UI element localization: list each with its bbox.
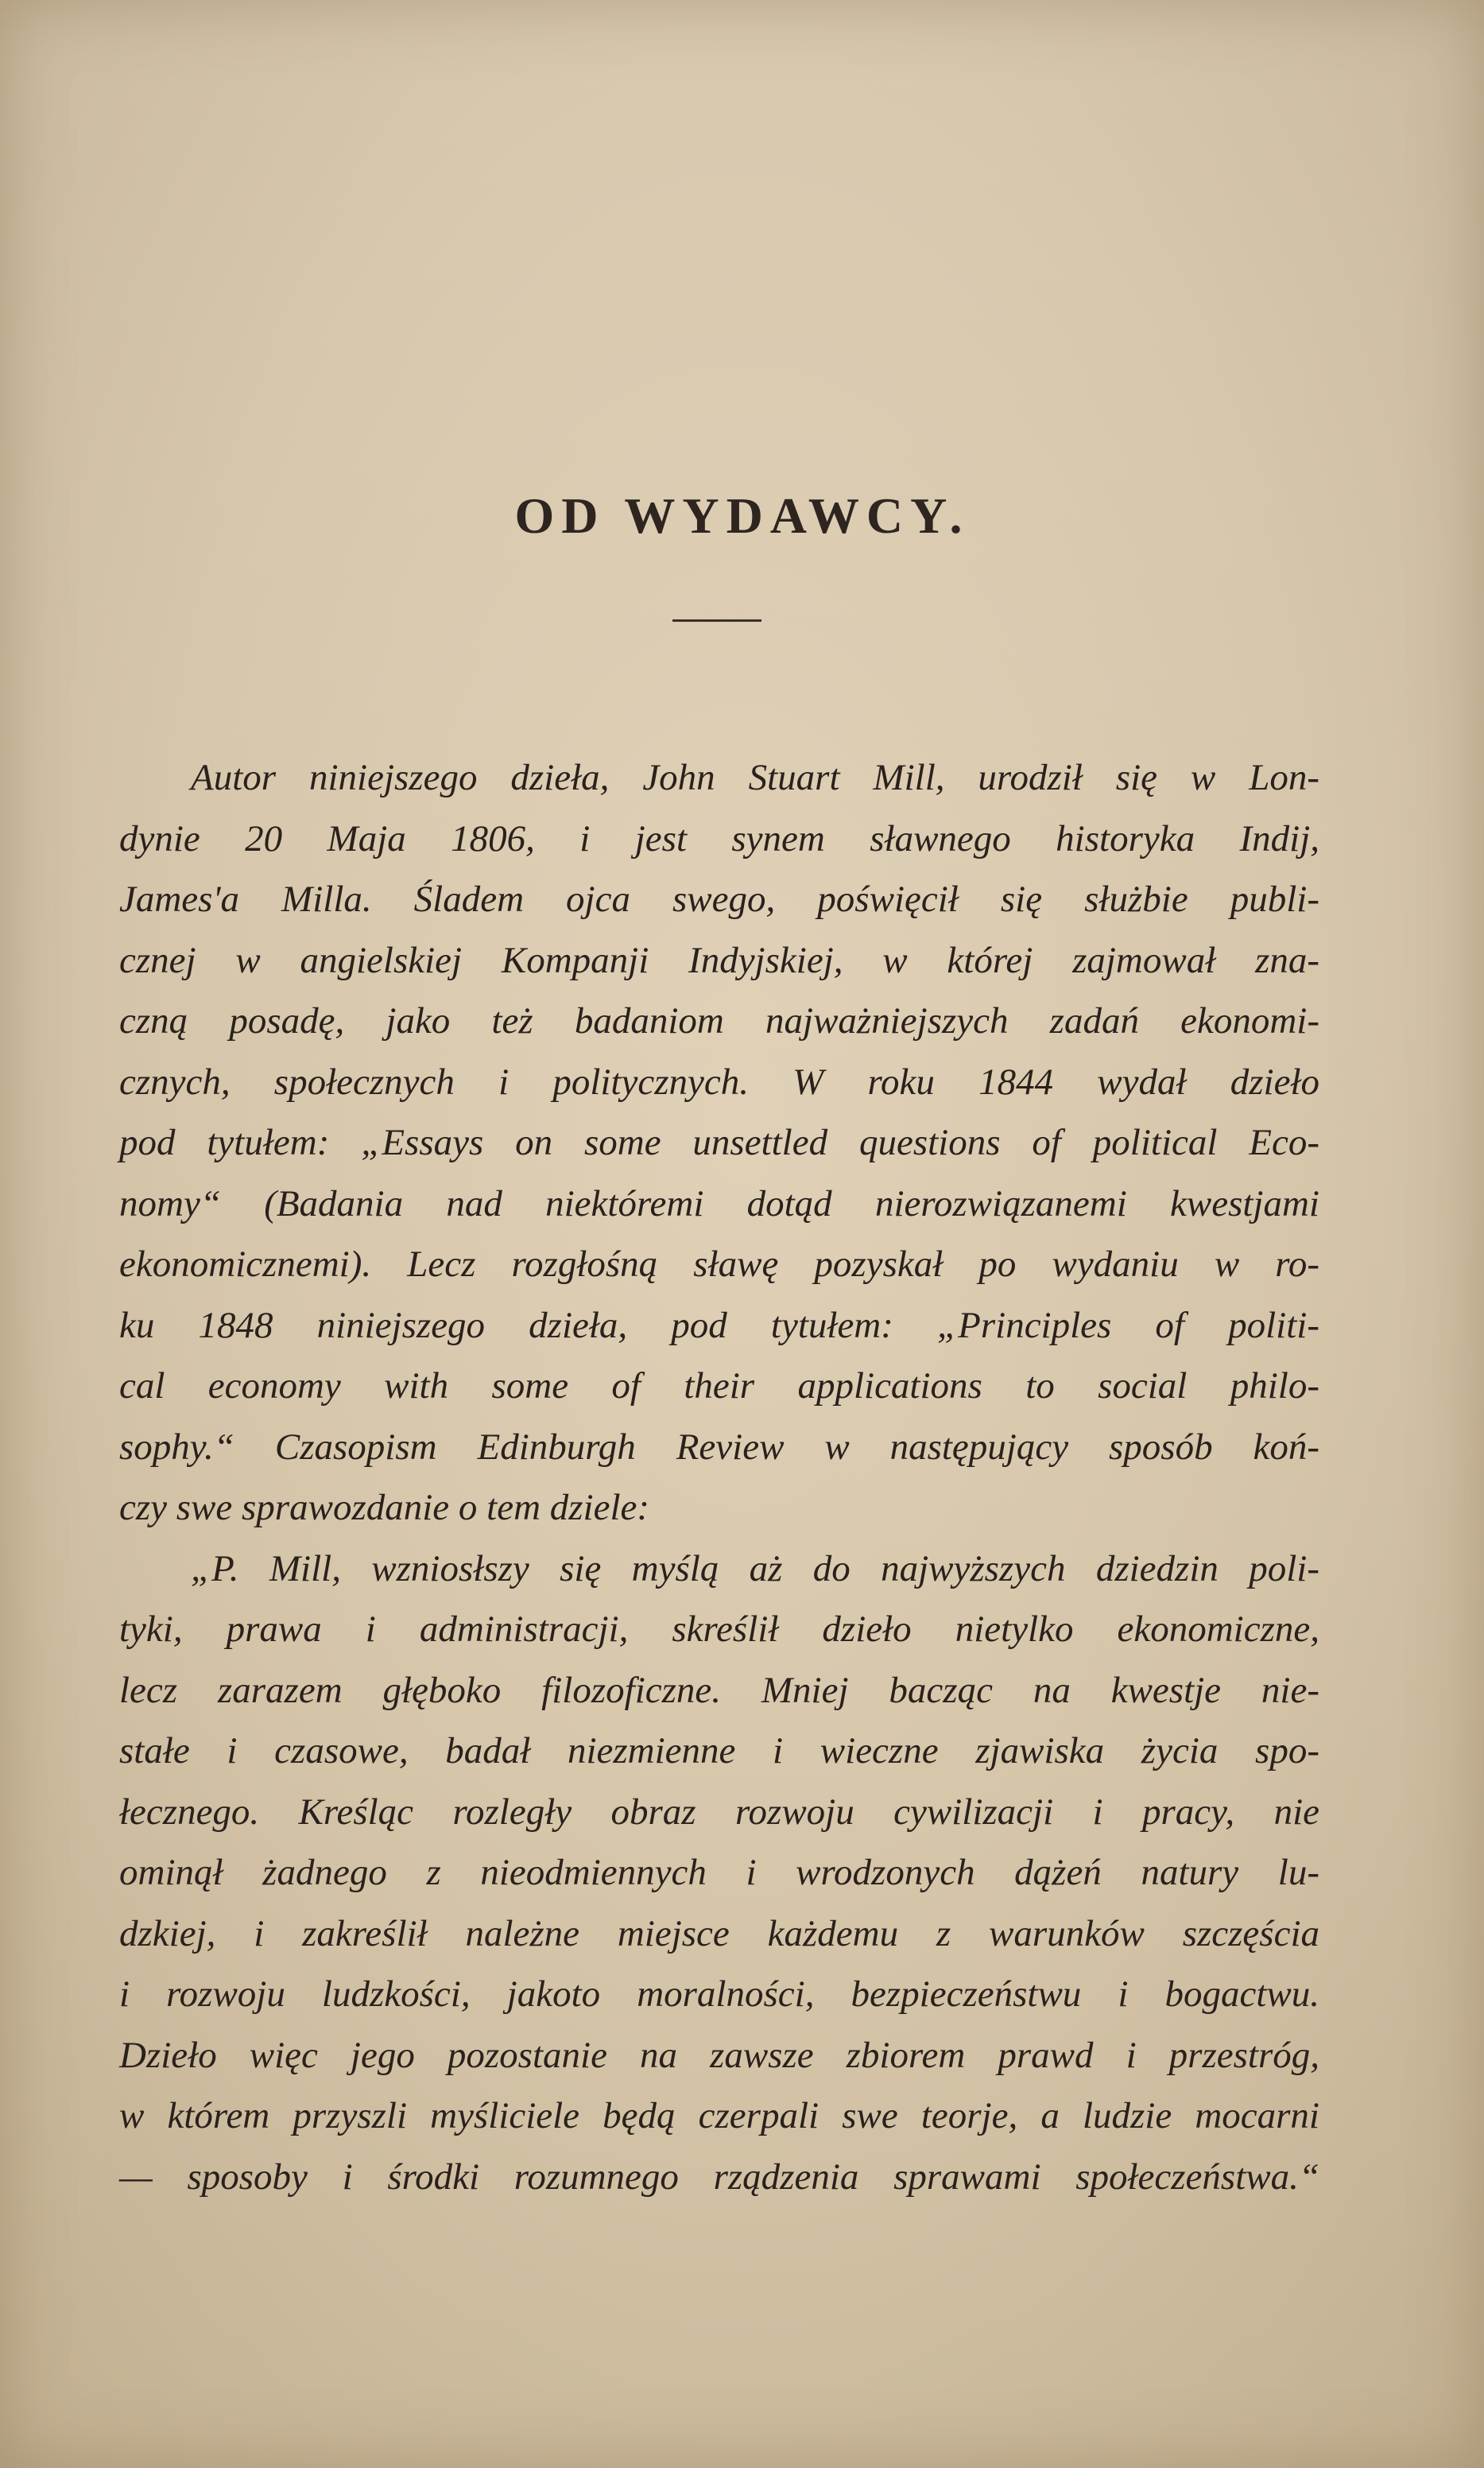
text-line: łecznego. Kreśląc rozległy obraz rozwoju cywilizacji i pracy, nie	[119, 1791, 1319, 1833]
text-line: czną posadę, jako też badaniom najważniejszych zadań ekonomi-	[119, 1000, 1319, 1042]
text-line: w którem przyszli myśliciele będą czerpali swe teorje, a ludzie mocarni	[119, 2095, 1319, 2136]
text-line: Dzieło więc jego pozostanie na zawsze zbiorem prawd i przestróg,	[119, 2034, 1319, 2076]
text-line: nomy“ (Badania nad niektóremi dotąd nierozwiązanemi kwestjami	[119, 1182, 1319, 1224]
text-line: ominął żadnego z nieodmiennych i wrodzonych dążeń natury lu-	[119, 1852, 1319, 1893]
text-line: sophy.“ Czasopism Edinburgh Review w następujący sposób koń-	[119, 1426, 1319, 1468]
text-line: ku 1848 niniejszego dzieła, pod tytułem: „Principles of politi-	[119, 1304, 1319, 1346]
text-line: dynie 20 Maja 1806, i jest synem sławnego historyka Indij,	[119, 817, 1319, 860]
text-line: i rozwoju ludzkości, jakoto moralności, bezpieczeństwu i bogactwu.	[119, 1973, 1319, 2015]
text-line: Autor niniejszego dzieła, John Stuart Mill, urodził się w Lon-	[191, 757, 1319, 798]
page-title: OD WYDAWCY.	[514, 487, 970, 544]
text-line: lecz zarazem głęboko filozoficzne. Mniej bacząc na kwestje nie-	[119, 1669, 1319, 1711]
paragraph-2-quotation	[119, 1539, 1319, 2208]
text-line: cal economy with some of their applications to social philo-	[119, 1365, 1319, 1407]
text-line: cznych, społecznych i politycznych. W roku 1844 wydał dzieło	[119, 1061, 1319, 1103]
text-line: tyki, prawa i administracji, skreślił dzieło nietylko ekonomiczne,	[119, 1608, 1319, 1650]
body-text	[119, 747, 1319, 2207]
text-line: czy swe sprawozdanie o tem dziele:	[119, 1487, 650, 1528]
paragraph-1	[119, 747, 1319, 1539]
text-line: — sposoby i środki rozumnego rządzenia sprawami społeczeństwa.“	[119, 2156, 1319, 2198]
text-line: pod tytułem: „Essays on some unsettled questions of political Eco-	[119, 1122, 1319, 1163]
title-divider	[672, 619, 761, 622]
text-line: James'a Milla. Śladem ojca swego, poświęcił się służbie publi-	[119, 879, 1319, 920]
text-line: ekonomicznemi). Lecz rozgłośną sławę pozyskał po wydaniu w ro-	[119, 1244, 1319, 1285]
text-line: dzkiej, i zakreślił należne miejsce każdemu z warunków szczęścia	[119, 1912, 1319, 1954]
text-line: „P. Mill, wzniosłszy się myślą aż do najwyższych dziedzin poli-	[191, 1547, 1319, 1589]
text-line: cznej w angielskiej Kompanji Indyjskiej, w której zajmował zna-	[119, 939, 1319, 981]
text-line: stałe i czasowe, badał niezmienne i wieczne zjawiska życia spo-	[119, 1730, 1319, 1771]
